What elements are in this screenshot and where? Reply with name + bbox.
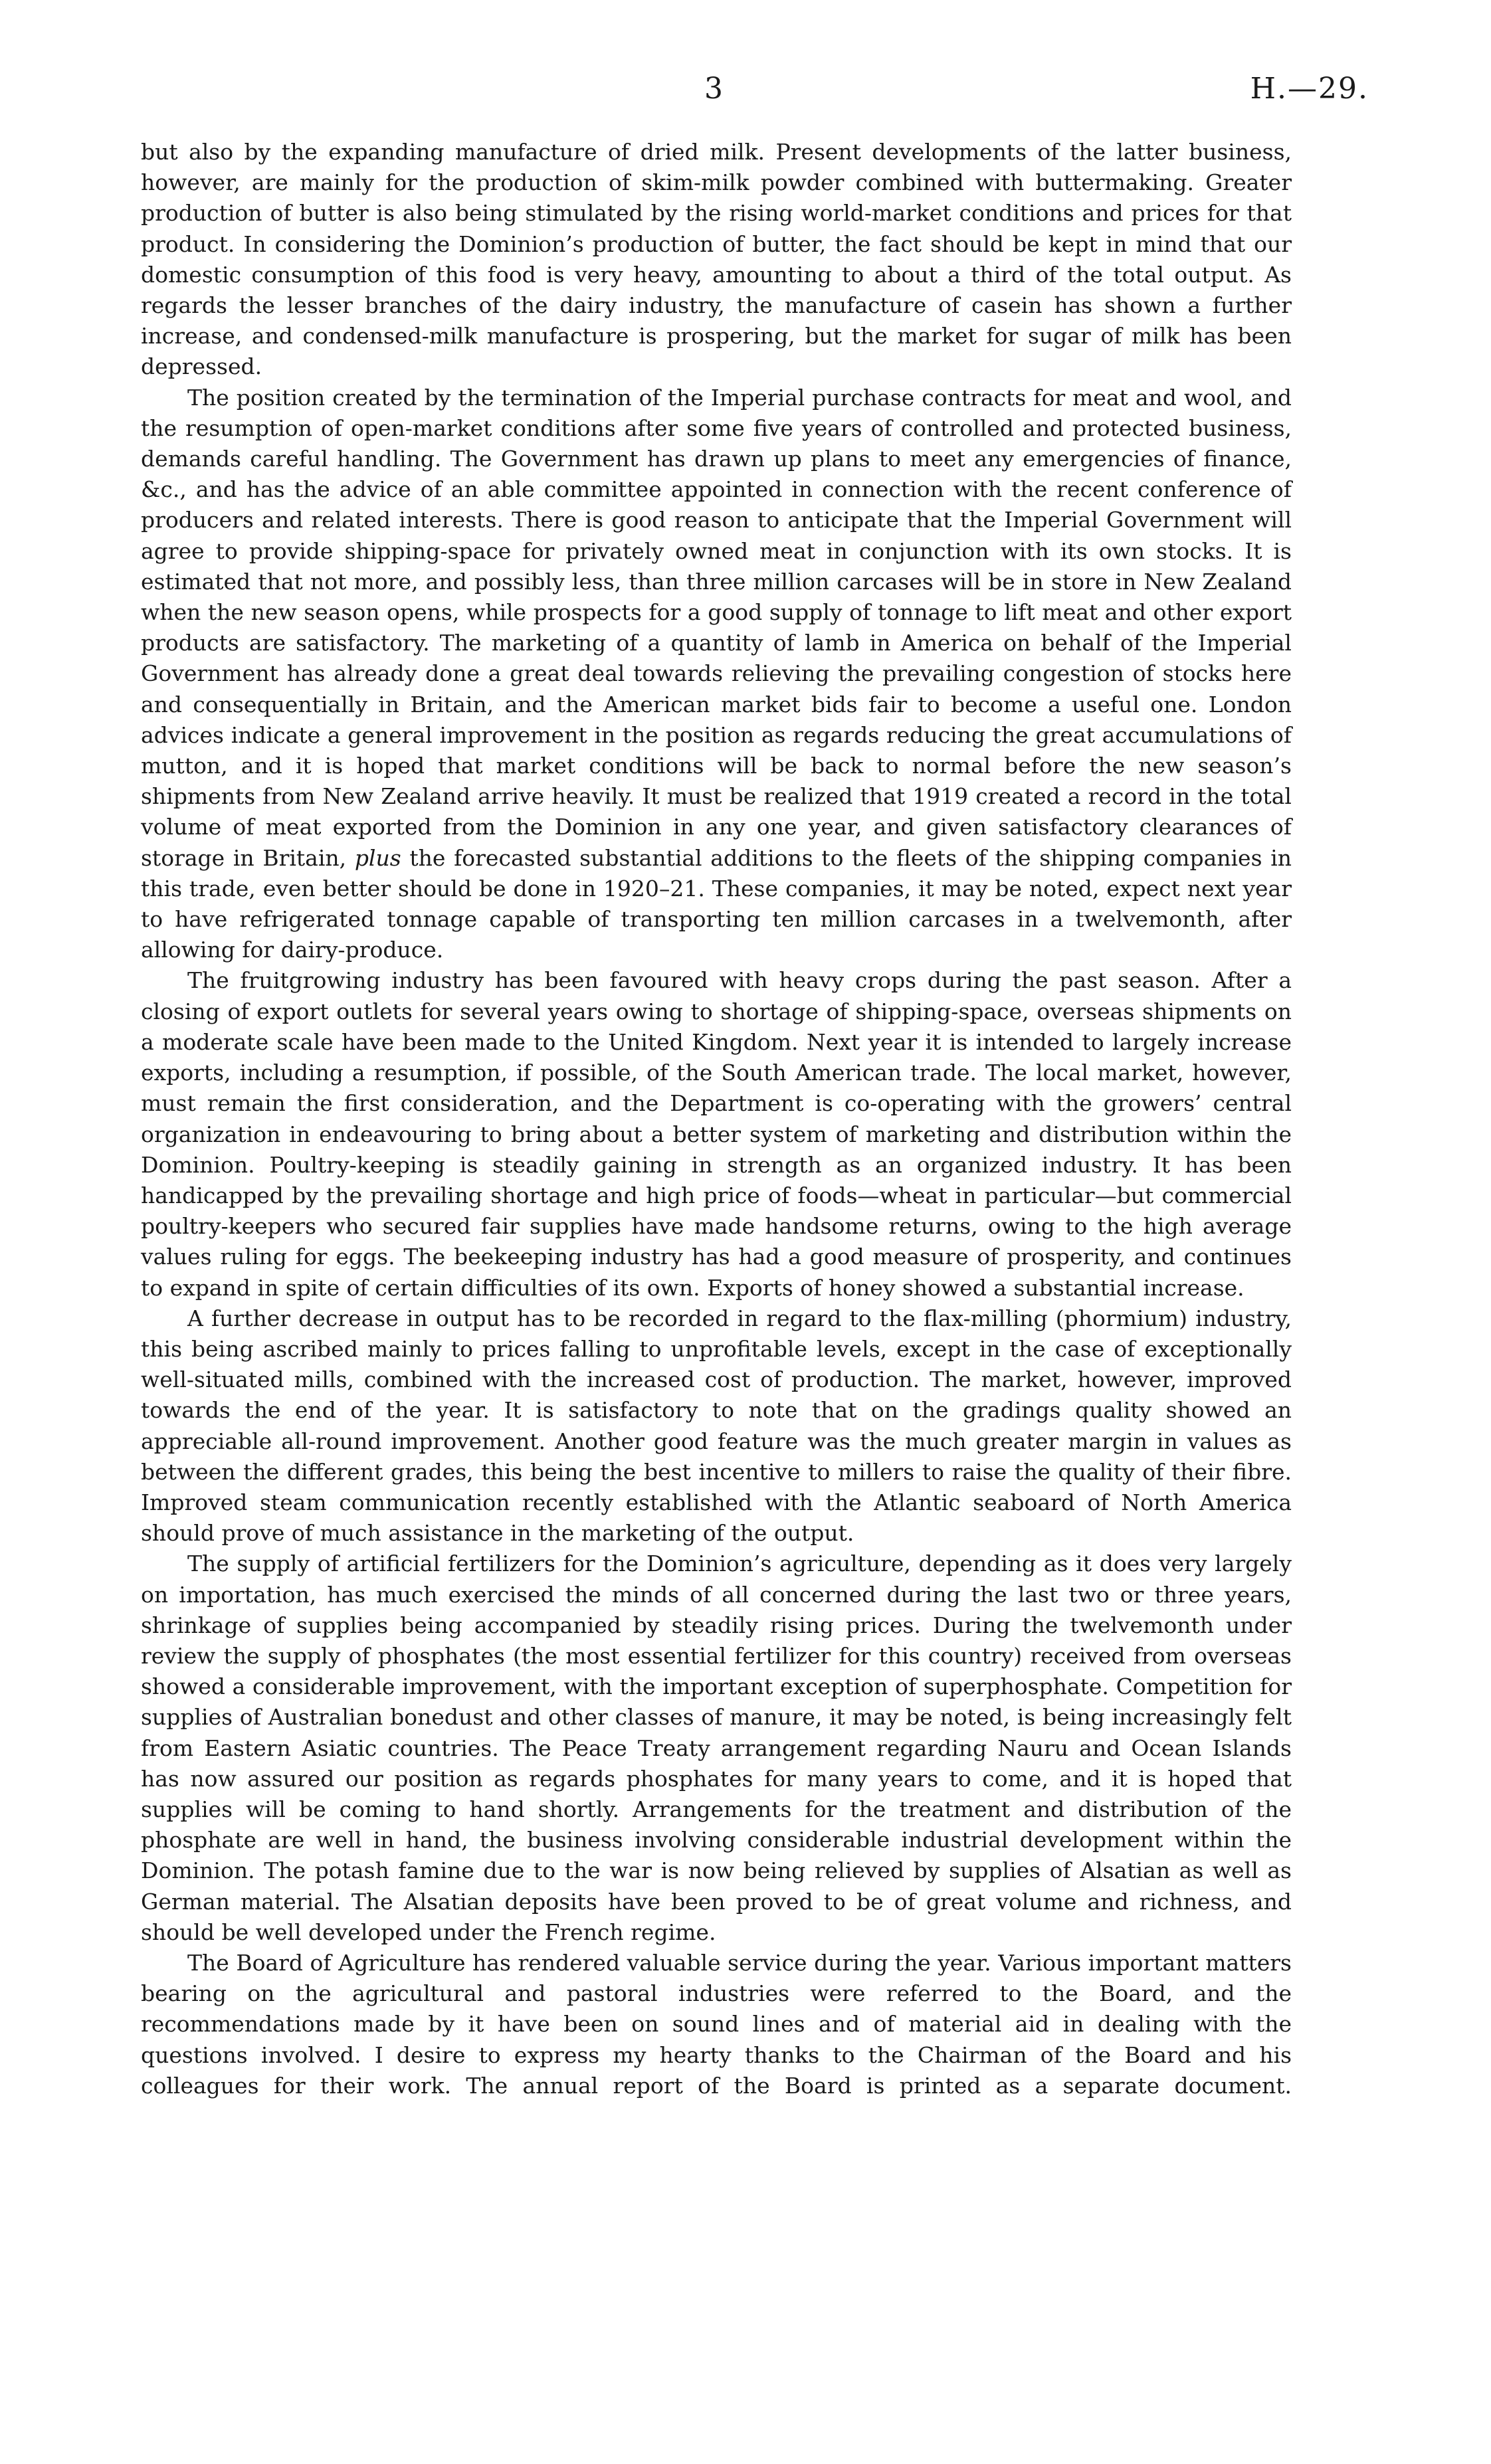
paragraph-meat-text-before: The position created by the termination of the Imperial purchase contracts for meat and wool, and the resumption of open-market conditions after some five years of controlled and protected business, demands careful handling. The Government has drawn up plans to meet any emergencies of finance, &c., and has the advice of an able committee appointed in connection with the recent conference of producers and related interests. There is good reason to anticipate that the Imperial Government will agree to provide shipping-space for privately owned meat in conjunction with its own stocks. It is estimated that not more, and possibly less, than three million carcases will be in store in New Zealand when the new season opens, while prospects for a good supply of tonnage to lift meat and other export products are satisfactory. The marketing of a quantity of lamb in America on behalf of the Imperial Government has already done a great deal towards relieving the prevailing congestion of stocks here and consequentially in Britain, and the American market bids fair to become a useful one. London advices indicate a general improvement in the position as regards reducing the great accumulations of mutton, and it is hoped that market conditions will be back to normal before the new season’s shipments from New Zealand arrive heavily. It must be realized that 1919 created a record in the total volume of meat exported from the Dominion in any one year, and given satisfactory clearances of storage in Britain,	[141, 384, 1292, 871]
paragraph-flax-milling: A further decrease in output has to be recorded in regard to the flax-milling (phormium) industry, this being ascribed mainly to prices falling to unprofitable levels, except in the case of exceptionally well-situated mills, combined with the increased cost of production. The market, however, improved towards the end of the year. It is satisfactory to note that on the gradings quality showed an appreciable all-round improvement. Another good feature was the much greater margin in values as between the different grades, this being the best incentive to millers to raise the quality of their fibre. Improved steam communication recently established with the Atlantic seaboard of North America should prove of much assistance in the marketing of the output.	[141, 1305, 1292, 1547]
emphasis-plus: plus	[354, 844, 401, 871]
paragraph-fruitgrowing: The fruitgrowing industry has been favoured with heavy crops during the past season. After a closing of export outlets for several years owing to shortage of shipping-space, overseas shipments on a moderate scale have been made to the United Kingdom. Next year it is intended to largely increase exports, including a resumption, if possible, of the South American trade. The local market, however, must remain the first consideration, and the Department is co-operating with the growers’ central organization in endeavouring to bring about a better system of marketing and distribution within the Dominion. Poultry-keeping is steadily gaining in strength as an organized industry. It has been handicapped by the prevailing shortage and high price of foods—wheat in particular—but commercial poultry-keepers who secured fair supplies have made handsome returns, owing to the high average values ruling for eggs. The beekeeping industry has had a good measure of prosperity, and continues to expand in spite of certain difficulties of its own. Exports of honey showed a substantial increase.	[141, 967, 1292, 1301]
body-text	[141, 137, 1292, 2101]
paragraph-board-of-agriculture: The Board of Agriculture has rendered valuable service during the year. Various important matters bearing on the agricultural and pastoral industries were referred to the Board, and the recommendations made by it have been on sound lines and of material aid in dealing with the questions involved. I desire to express my hearty thanks to the Chairman of the Board and his colleagues for their work. The annual report of the Board is printed as a separate document.	[141, 1949, 1292, 2099]
page-number: 3	[704, 72, 724, 106]
paragraph-fertilizers: The supply of artificial fertilizers for the Dominion’s agriculture, depending as it does very largely on importation, has much exercised the minds of all concerned during the last two or three years, shrinkage of supplies being accompanied by steadily rising prices. During the twelvemonth under review the supply of phosphates (the most essential fertilizer for this country) received from overseas showed a considerable improvement, with the important exception of superphosphate. Competition for supplies of Australian bonedust and other classes of manure, it may be noted, is being increasingly felt from Eastern Asiatic countries. The Peace Treaty arrangement regarding Nauru and Ocean Islands has now assured our position as regards phosphates for many years to come, and it is hoped that supplies will be coming to hand shortly. Arrangements for the treatment and distribution of the phosphate are well in hand, the business involving considerable industrial development within the Dominion. The potash famine due to the war is now being relieved by supplies of Alsatian as well as German material. The Alsatian deposits have been proved to be of great volume and richness, and should be well developed under the French regime.	[141, 1551, 1292, 1945]
paragraph-meat-and-wool	[141, 383, 1292, 966]
document-reference: H.—29.	[1250, 72, 1369, 106]
paragraph-meat-text-after: the forecasted substantial additions to the fleets of the shipping companies in this trade, even better should be done in 1920–21. These companies, it may be noted, expect next year to have refrigerated tonnage capable of transporting ten million carcases in a twelvemonth, after allowing for dairy-produce.	[141, 844, 1292, 963]
paragraph-dairy-continued: but also by the expanding manufacture of dried milk. Present developments of the latter business, however, are mainly for the production of skim-milk powder combined with buttermaking. Greater production of butter is also being stimulated by the rising world-market conditions and prices for that product. In considering the Dominion’s production of butter, the fact should be kept in mind that our domestic consumption of this food is very heavy, amounting to about a third of the total output. As regards the lesser branches of the dairy industry, the manufacture of casein has shown a further increase, and condensed-milk manufacture is prospering, but the market for sugar of milk has been depressed.	[141, 139, 1292, 380]
